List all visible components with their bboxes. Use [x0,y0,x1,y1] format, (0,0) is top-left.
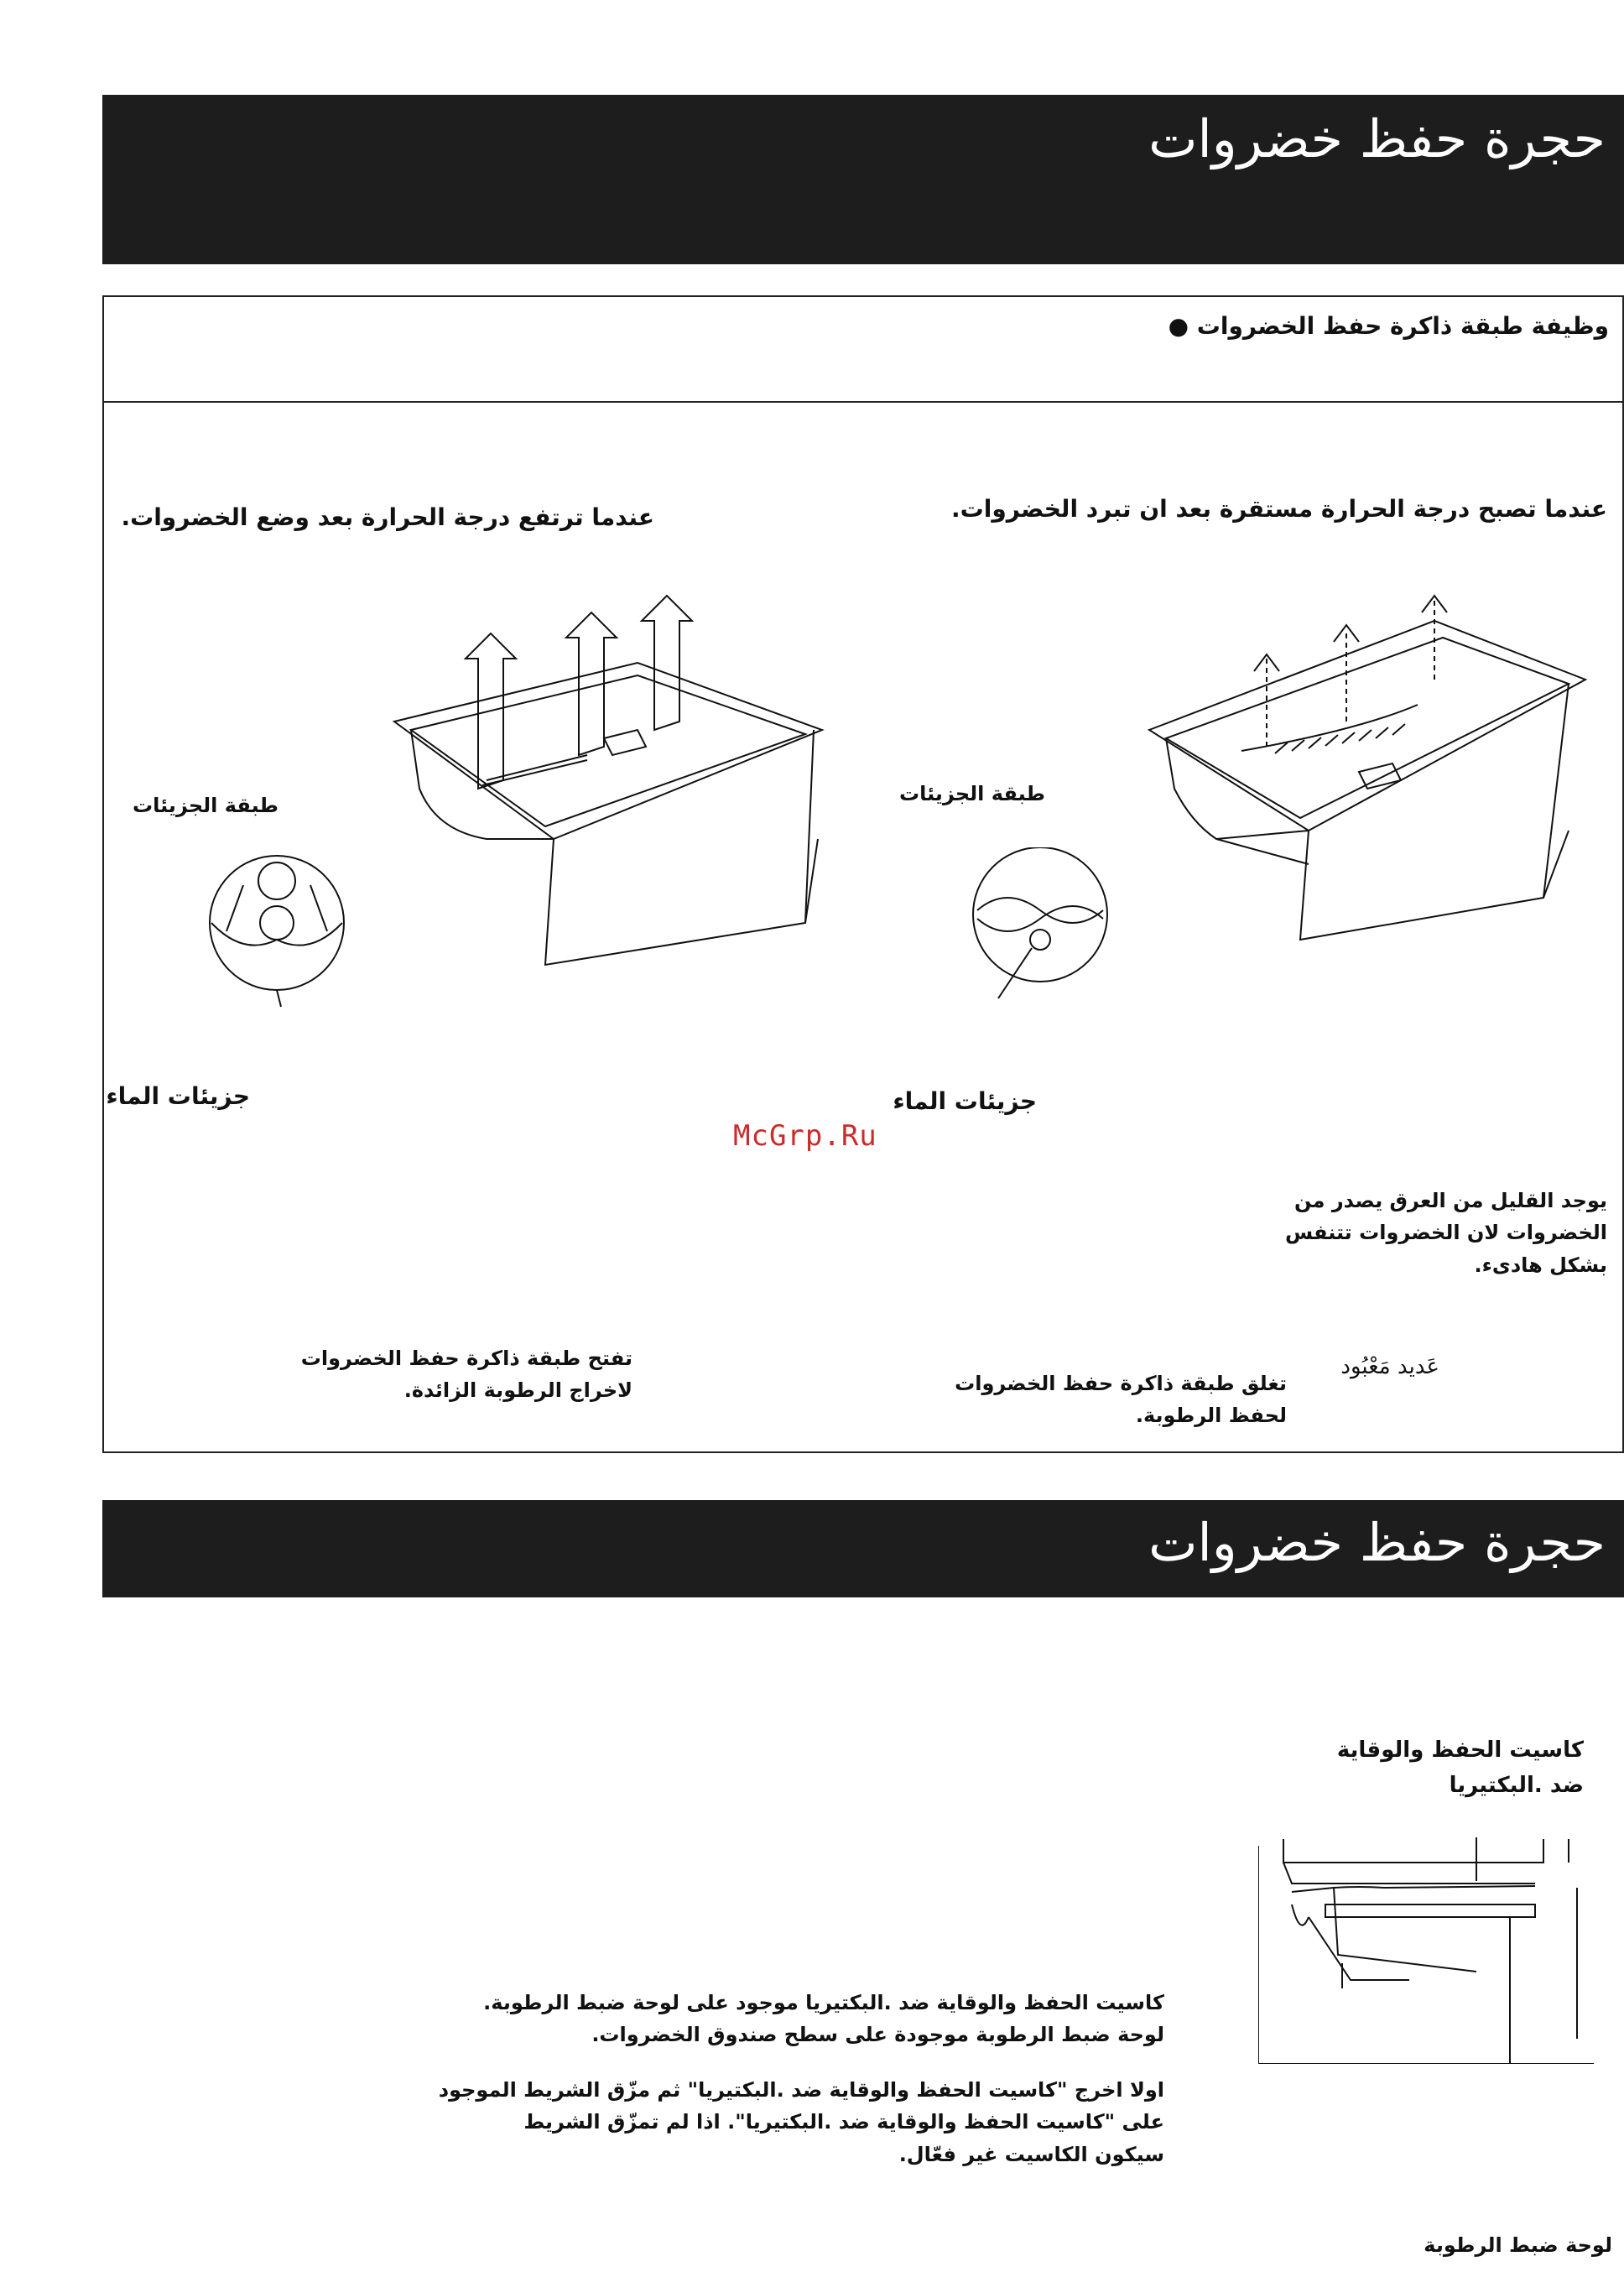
right-layer-label: طبقة الجزيئات [899,782,1045,805]
bullet-text: وظيفة طبقة ذاكرة حفظ الخضروات [1196,312,1609,340]
humidity-panel-label: لوحة ضبط الرطوبة [1424,2233,1612,2257]
bullet-dot-icon: ● [1168,312,1197,340]
cassette-label: كاسيت الحفظ والوقاية ضد .البكتيريا [1336,1738,1584,1798]
section-title: حجرة حفظ خضروات [1148,1512,1606,1573]
left-water-label: جزيئات الماء [106,1082,250,1110]
page-title: حجرة حفظ خضروات [1148,108,1606,169]
cassette-paragraph-1: كاسيت الحفظ والوقاية ضد .البكتيريا موجود على لوحة ضبط الرطوبة. لوحة ضبط الرطوبة موجودة على سطح صندوق الخضروات. [483,1991,1164,2047]
right-water-label: جزيئات الماء [893,1087,1037,1115]
cassette-paragraph-2: اولا اخرج "كاسيت الحفظ والوقاية ضد .البكتيريا" ثم مزّق الشريط الموجود على "كاسيت الحفظ والوقاية ضد .البكتيريا". اذا لم تمزّق الشريط سيكون الكاسيت غير فعّال. [438,2078,1164,2166]
crisper-open-illustration [386,587,839,982]
cassette-location-diagram [1258,1837,1594,2064]
right-scenario-caption: عندما تصبح درجة الحرارة مستقرة بعد ان تبرد الخضروات. [950,495,1607,523]
right-bottom-extra: عَديد مَعْبُود [1340,1354,1439,1379]
crisper-closed-illustration [1141,579,1594,982]
right-bottom-caption: تغلق طبقة ذاكرة حفظ الخضروات لحفظ الرطوبة. [955,1372,1287,1428]
left-bottom-caption: تفتح طبقة ذاكرة حفظ الخضروات لاخراج الرطوبة الزائدة. [300,1347,632,1403]
right-explanation-note: يوجد القليل من العرق يصدر من الخضروات لان الخضروات تتنفس بشكل هادىء. [1285,1189,1607,1277]
section-bullet-heading [1169,312,1609,340]
top-header-banner [102,95,1624,264]
left-layer-label: طبقة الجزيئات [133,794,278,817]
right-molecule-magnifier [956,847,1124,1015]
panel-divider [104,401,1622,403]
left-molecule-magnifier [193,847,361,1015]
left-scenario-caption: عندما ترتفع درجة الحرارة بعد وضع الخضروات. [121,503,654,531]
bottom-header-banner [102,1500,1624,1597]
watermark-text: McGrp.Ru [733,1119,877,1153]
